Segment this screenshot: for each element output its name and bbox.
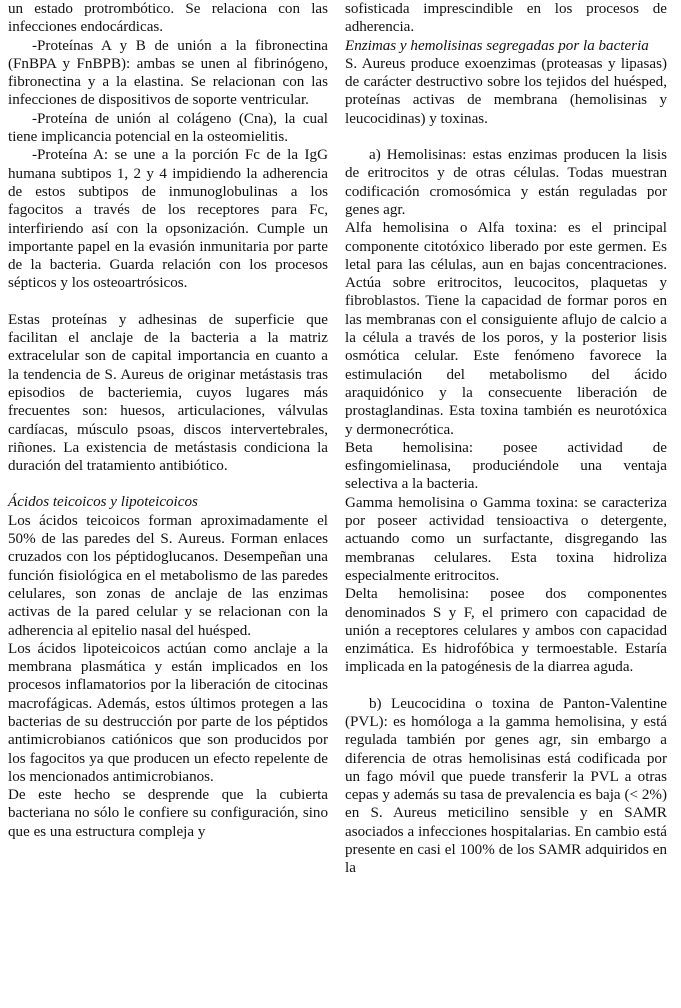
paragraph: sofisticada imprescindible en los procesos de adherencia. bbox=[345, 1, 667, 36]
paragraph: Los ácidos teicoicos forman aproximadamente el 50% de las paredes del S. Aureus. Forman enlaces cruzados con los péptidoglucanos. Desempeñan una función fisiológica en el metabolismo de las paredes celulares, son zonas de anclaje de las enzimas activas de la pared celular y se relacionan con la adherencia al epitelio nasal del huésped. bbox=[8, 512, 328, 639]
paragraph: De este hecho se desprende que la cubierta bacteriana no sólo le confiere su configuración, sino que es una estructura compleja y bbox=[8, 787, 328, 840]
paragraph: a) Hemolisinas: estas enzimas producen la lisis de eritrocitos y de otras células. Todas muestran codificación cromosómica y están reguladas por genes agr. bbox=[345, 147, 667, 218]
paragraph: Los ácidos lipoteicoicos actúan como anclaje a la membrana plasmática y están implicados en los procesos inflamatorios por la liberación de citocinas macrofágicas. Además, estos últimos protegen a las bacterias de su destrucción por parte de los péptidos antimicrobianos catiónicos que son producidos por los fagocitos ya que producen un efecto repelente de los mencionados antimicrobianos. bbox=[8, 640, 328, 785]
left-column bbox=[8, 0, 328, 841]
paragraph: Beta hemolisina: posee actividad de esfingomielinasa, produciéndole una ventaja selectiva a la bacteria. bbox=[345, 439, 667, 493]
paragraph: Delta hemolisina: posee dos componentes denominados S y F, el primero con capacidad de unión a receptores celulares y ambos con capacidad enzimática. Es hidrofóbica y termoestable. Estaría implicada en la patogénesis de la diarrea aguda. bbox=[345, 586, 667, 676]
right-column bbox=[345, 0, 667, 878]
paragraph: Gamma hemolisina o Gamma toxina: se caracteriza por poseer actividad tensioactiva o detergente, actuando como un surfactante, disgregando las membranas celulares. Esta toxina hidroliza especialmente eritrocitos. bbox=[345, 494, 667, 584]
paragraph: -Proteínas A y B de unión a la fibronectina (FnBPA y FnBPB): ambas se unen al fibrinógeno, fibronectina y a la elastina. Se relacionan con las infecciones de dispositivos de soporte ventricular. bbox=[8, 37, 328, 109]
spacer bbox=[8, 293, 328, 311]
paragraph: -Proteína A: se une a la porción Fc de la IgG humana subtipos 1, 2 y 4 impidiendo la adherencia de estos subtipos de inmunoglobulinas a los fagocitos a través de los receptores para Fc, interfiriendo así con la opsonización. Cumple un importante papel en la evasión inmunitaria por parte de la bacteria. Guarda relación con los procesos sépticos y los osteoartrósicos. bbox=[8, 147, 328, 292]
paragraph: b) Leucocidina o toxina de Panton-Valentine (PVL): es homóloga a la gamma hemolisina, y está regulada también por genes agr, sin embargo a diferencia de otras hemolisinas está codificada por un fago móvil que puede transferir la PVL a otras cepas y además su tasa de prevalencia es baja (< 2%) en S. Aureus meticilino sensible y en SAMR asociados a infecciones hospitalarias. En cambio está presente en casi el 100% de los SAMR adquiridos en la bbox=[345, 695, 667, 877]
paragraph: un estado protrombótico. Se relaciona con las infecciones endocárdicas. bbox=[8, 1, 328, 36]
section-heading: Ácidos teicoicos y lipoteicoicos bbox=[8, 494, 198, 511]
paragraph: Alfa hemolisina o Alfa toxina: es el principal componente citotóxico liberado por este germen. Es letal para las células, aun en bajas concentraciones. Actúa sobre eritrocitos, leucocitos, plaquetas y fibroblastos. Tiene la capacidad de formar poros en las membranas con el consiguiente aflujo de calcio a la célula a través de los poros, y la posterior lisis osmótica celular. Este fenómeno favorece la estimulación del metabolismo del ácido araquidónico y la consecuente liberación de prostaglandinas. Esta toxina también es neurotóxica y dermonecrótica. bbox=[345, 220, 667, 438]
spacer bbox=[345, 677, 667, 695]
paragraph: -Proteína de unión al colágeno (Cna), la cual tiene implicancia potencial en la osteomielitis. bbox=[8, 110, 328, 146]
spacer bbox=[8, 475, 328, 493]
spacer bbox=[345, 128, 667, 146]
section-heading: Enzimas y hemolisinas segregadas por la bacteria bbox=[345, 37, 649, 54]
paragraph: Estas proteínas y adhesinas de superficie que facilitan el anclaje de la bacteria a la matriz extracelular son de capital importancia en cuanto a la tendencia de S. Aureus de originar metástasis tras episodios de bacteriemia, cuyos lugares más frecuentes son: huesos, articulaciones, válvulas cardíacas, músculo psoas, discos intervertebrales, riñones. La existencia de metástasis condiciona la duración del tratamiento antibiótico. bbox=[8, 311, 328, 475]
paragraph: S. Aureus produce exoenzimas (proteasas y lipasas) de carácter destructivo sobre los tejidos del huésped, proteínas activas de membrana (hemolisinas y leucocidinas) y toxinas. bbox=[345, 55, 667, 127]
